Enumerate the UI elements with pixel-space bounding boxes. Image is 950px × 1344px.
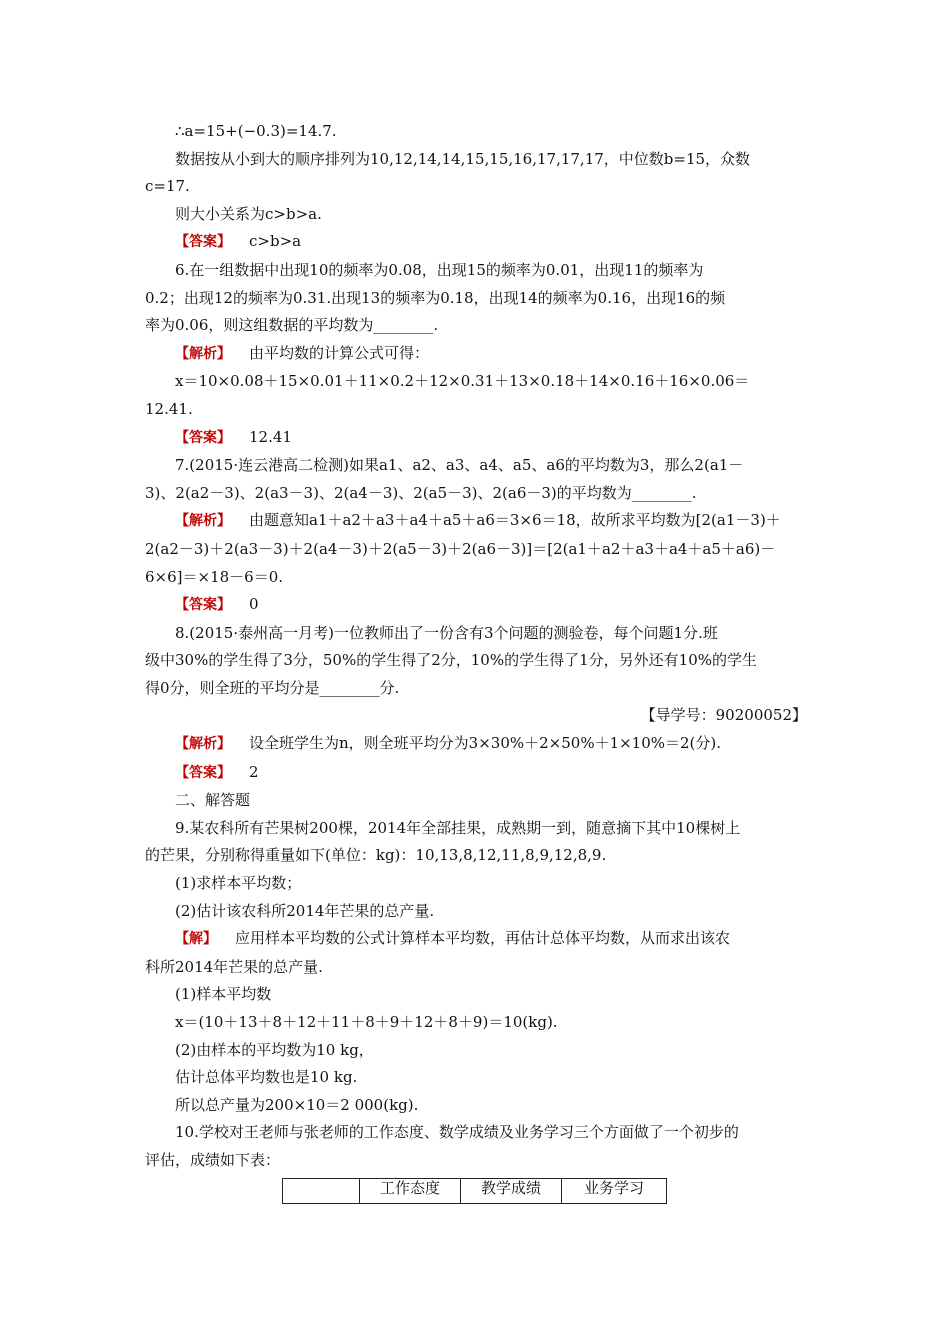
answer-text: 0 bbox=[249, 595, 259, 614]
analysis-line bbox=[145, 340, 807, 369]
text-line: 6×6]＝×18－6＝0. bbox=[145, 567, 284, 586]
answer-label: 【答案】 bbox=[175, 234, 231, 251]
text-line: 所以总产量为200×10＝2 000(kg). bbox=[175, 1095, 419, 1114]
solution-label: 【解】 bbox=[175, 931, 217, 948]
text-line: 率为0.06，则这组数据的平均数为________. bbox=[145, 316, 439, 335]
answer-label: 【答案】 bbox=[175, 597, 231, 614]
document-page bbox=[145, 118, 807, 1204]
score-table bbox=[282, 1178, 667, 1204]
text-line: 则大小关系为c>b>a. bbox=[175, 204, 322, 223]
question-7: 7.(2015·连云港高二检测)如果a1、a2、a3、a4、a5、a6的平均数为3，那么2(a1－ bbox=[175, 456, 744, 475]
answer-line bbox=[145, 591, 807, 620]
table-header-row bbox=[283, 1178, 667, 1203]
text-line: 得0分，则全班的平均分是________分. bbox=[145, 678, 400, 697]
text-line: 3)、2(a2－3)、2(a3－3)、2(a4－3)、2(a5－3)、2(a6－3)的平均数为________. bbox=[145, 483, 697, 502]
answer-label: 【答案】 bbox=[175, 429, 231, 446]
answer-text: 2 bbox=[249, 762, 259, 781]
question-10: 10.学校对王老师与张老师的工作态度、数学成绩及业务学习三个方面做了一个初步的 bbox=[175, 1123, 739, 1142]
text-line: (2)由样本的平均数为10 kg， bbox=[175, 1040, 374, 1059]
answer-label: 【答案】 bbox=[175, 764, 231, 781]
analysis-text: 由题意知a1＋a2＋a3＋a4＋a5＋a6＝3×6＝18，故所求平均数为[2(a1－3)＋ bbox=[249, 511, 781, 530]
table-header-cell: 业务学习 bbox=[562, 1178, 667, 1203]
text-line: 估计总体平均数也是10 kg. bbox=[175, 1068, 358, 1087]
text-line: ∴a=15+(−0.3)=14.7. bbox=[175, 122, 337, 140]
question-9: 9.某农科所有芒果树200棵，2014年全部挂果，成熟期一到，随意摘下其中10棵树上 bbox=[175, 818, 741, 837]
table-header-cell: 工作态度 bbox=[360, 1178, 461, 1203]
analysis-label: 【解析】 bbox=[175, 513, 231, 530]
question-8: 8.(2015·泰州高一月考)一位教师出了一份含有3个问题的测验卷，每个问题1分.班 bbox=[175, 623, 718, 642]
text-line: (2)估计该农科所2014年芒果的总产量. bbox=[175, 901, 435, 920]
text-line: 级中30%的学生得了3分，50%的学生得了2分，10%的学生得了1分，另外还有10%的学生 bbox=[145, 651, 757, 670]
solution-text: 应用样本平均数的公式计算样本平均数，再估计总体平均数，从而求出该农 bbox=[235, 929, 731, 948]
solution-line bbox=[145, 925, 807, 954]
text-line: (1)求样本平均数； bbox=[175, 874, 302, 893]
text-line: 的芒果，分别称得重量如下(单位：kg)：10,13,8,12,11,8,9,12,8,9. bbox=[145, 846, 607, 865]
guide-number: 【导学号：90200052】 bbox=[640, 706, 807, 725]
text-line: 2(a2－3)＋2(a3－3)＋2(a4－3)＋2(a5－3)＋2(a6－3)]＝[2(a1＋a2＋a3＋a4＋a5＋a6)－ bbox=[145, 539, 776, 558]
answer-line bbox=[145, 759, 807, 788]
formula-line: x＝(10＋13＋8＋12＋11＋8＋9＋12＋8＋9)＝10(kg). bbox=[175, 1013, 558, 1031]
text-line: 数据按从小到大的顺序排列为10,12,14,14,15,15,16,17,17,17，中位数b=15，众数 bbox=[175, 149, 751, 168]
text-line: 评估，成绩如下表： bbox=[145, 1150, 281, 1169]
text-line: 0.2；出现12的频率为0.31.出现13的频率为0.18，出现14的频率为0.16，出现16的频 bbox=[145, 288, 726, 307]
formula-line: x＝10×0.08＋15×0.01＋11×0.2＋12×0.31＋13×0.18＋14×0.16＋16×0.06＝ bbox=[175, 372, 750, 391]
text-line: c=17. bbox=[145, 177, 190, 196]
answer-line bbox=[145, 424, 807, 453]
question-6: 6.在一组数据中出现10的频率为0.08，出现15的频率为0.01，出现11的频率为 bbox=[175, 260, 704, 279]
text-line: 科所2014年芒果的总产量. bbox=[145, 957, 323, 976]
analysis-label: 【解析】 bbox=[175, 345, 231, 362]
answer-line bbox=[145, 228, 807, 257]
answer-text: 12.41 bbox=[249, 427, 292, 446]
text-line: (1)样本平均数 bbox=[175, 985, 272, 1004]
analysis-text: 由平均数的计算公式可得： bbox=[249, 343, 430, 362]
section-heading: 二、解答题 bbox=[175, 791, 251, 810]
analysis-label: 【解析】 bbox=[175, 736, 231, 753]
analysis-line bbox=[145, 507, 807, 536]
table-header-cell bbox=[283, 1178, 360, 1203]
analysis-text: 设全班学生为n，则全班平均分为3×30%＋2×50%＋1×10%＝2(分). bbox=[249, 734, 722, 753]
answer-text: c>b>a bbox=[249, 232, 302, 251]
analysis-line bbox=[145, 730, 807, 759]
table-header-cell: 教学成绩 bbox=[461, 1178, 562, 1203]
text-line: 12.41. bbox=[145, 399, 193, 418]
